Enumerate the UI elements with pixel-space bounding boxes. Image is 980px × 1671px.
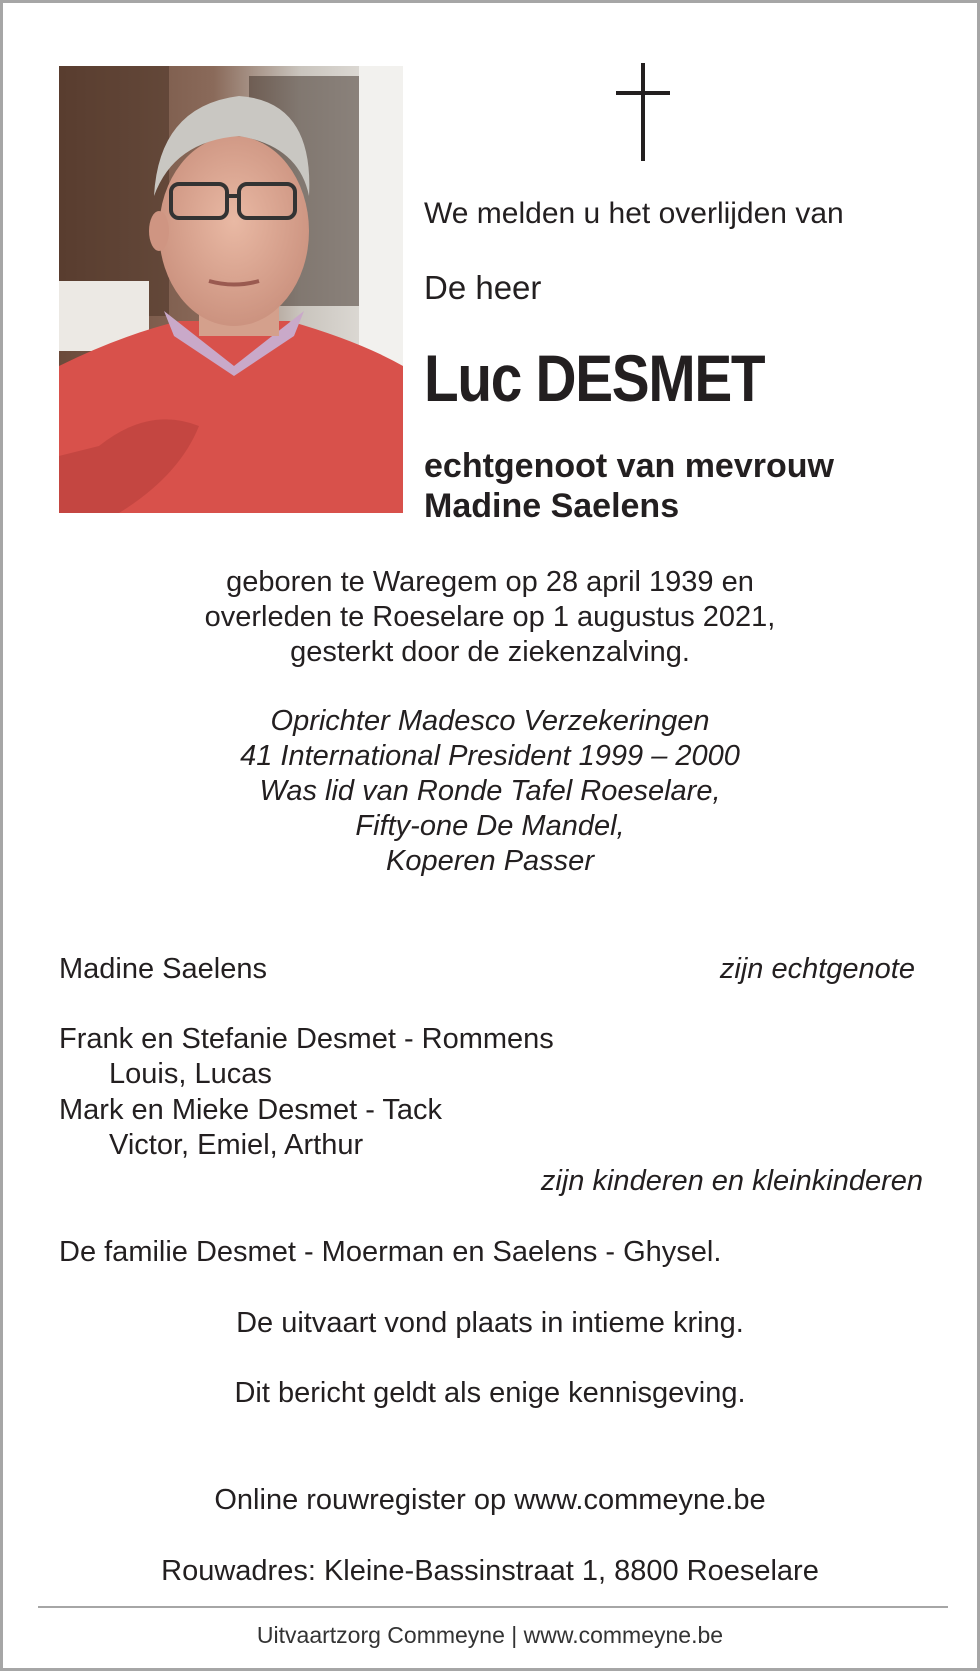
title-prefix: De heer xyxy=(424,269,542,306)
role-line: Was lid van Ronde Tafel Roeselare, xyxy=(259,775,721,807)
notice-text: Dit bericht geldt als enige kennisgeving. xyxy=(234,1377,746,1409)
family-child-2: Mark en Mieke Desmet - Tack xyxy=(59,1094,443,1126)
family-spouse-role: zijn echtgenote xyxy=(719,953,915,985)
spouse-line-1: echtgenoot van mevrouw xyxy=(424,447,834,485)
deceased-name: Luc DESMET xyxy=(424,341,765,415)
family-grandchildren-1: Louis, Lucas xyxy=(109,1058,272,1090)
mourning-address: Rouwadres: Kleine-Bassinstraat 1, 8800 Roeselare xyxy=(161,1555,819,1587)
portrait-photo xyxy=(59,66,403,513)
roles-list xyxy=(3,704,977,879)
family-child-1: Frank en Stefanie Desmet - Rommens xyxy=(59,1023,554,1055)
footer-text: Uitvaartzorg Commeyne | www.commeyne.be xyxy=(256,1622,724,1648)
spouse-line-2: Madine Saelens xyxy=(424,487,680,525)
footer-divider xyxy=(38,1606,948,1608)
birth-death-details xyxy=(3,565,977,670)
funeral-text: De uitvaart vond plaats in intieme kring. xyxy=(236,1307,744,1339)
death-line: overleden te Roeselare op 1 augustus 2021, xyxy=(204,601,776,633)
role-line: Oprichter Madesco Verzekeringen xyxy=(270,705,710,737)
birth-line: geboren te Waregem op 28 april 1939 en xyxy=(226,566,754,598)
family-children-role: zijn kinderen en kleinkinderen xyxy=(540,1165,923,1197)
role-line: Koperen Passer xyxy=(386,845,594,877)
portrait-illustration xyxy=(59,66,403,513)
family-spouse-name: Madine Saelens xyxy=(59,953,267,985)
spouse-info xyxy=(424,446,834,526)
intro-text: We melden u het overlijden van xyxy=(424,197,844,230)
extended-family: De familie Desmet - Moerman en Saelens - Ghysel. xyxy=(59,1236,722,1268)
cross-icon xyxy=(613,63,673,163)
online-register: Online rouwregister op www.commeyne.be xyxy=(214,1484,766,1516)
role-line: Fifty-one De Mandel, xyxy=(355,810,625,842)
family-grandchildren-2: Victor, Emiel, Arthur xyxy=(109,1129,364,1161)
role-line: 41 International President 1999 – 2000 xyxy=(240,740,740,772)
sacrament-line: gesterkt door de ziekenzalving. xyxy=(290,636,690,668)
